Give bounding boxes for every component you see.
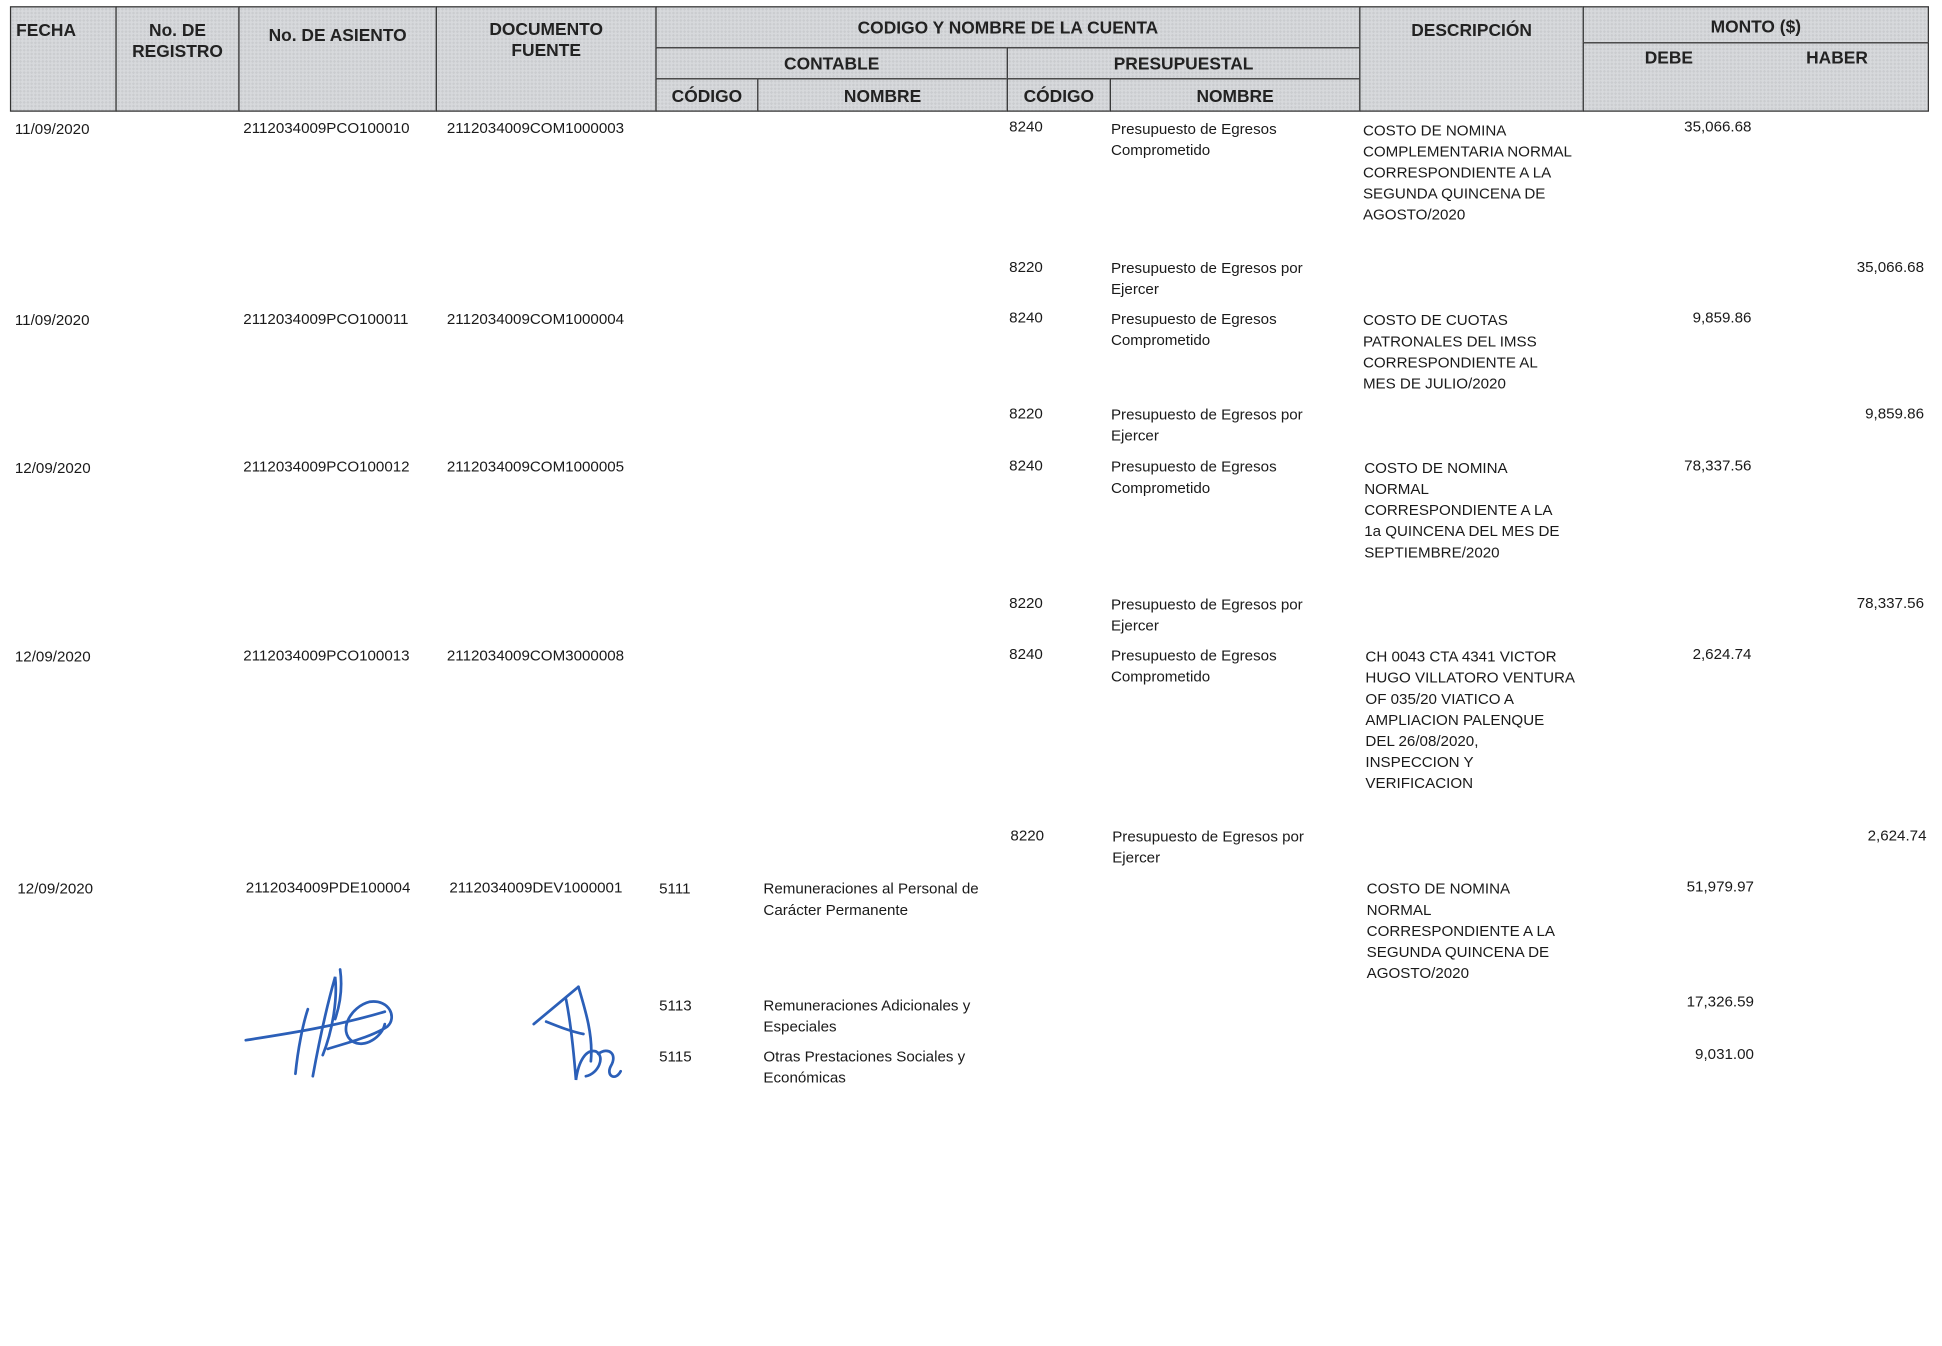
signature-right-icon (521, 974, 658, 1092)
row-contable-codigo: 5115 (659, 1047, 692, 1066)
row-documento: 2112034009COM1000003 (446, 119, 625, 137)
row-descripcion: COSTO DE NOMINA NORMAL CORRESPONDIENTE A LA SEGUNDA QUINCENA DE AGOSTO/2020 (1366, 880, 1555, 982)
header-presupuestal-codigo: CÓDIGO (1007, 78, 1111, 112)
row-debe: 51,979.97 (1686, 877, 1754, 895)
row-presupuestal-codigo: 8220 (1009, 594, 1043, 612)
row-debe: 9,859.86 (1692, 309, 1752, 327)
header-contable-codigo: CÓDIGO (655, 78, 758, 112)
row-presupuestal-nombre: Presupuesto de Egresos Comprometido (1110, 646, 1277, 686)
row-contable-nombre: Remuneraciones al Personal de Carácter Permanente (763, 880, 979, 919)
header-debe: DEBE (1644, 47, 1694, 68)
signature-left-icon (236, 962, 410, 1086)
row-presupuestal-nombre: Presupuesto de Egresos Comprometido (1110, 310, 1277, 349)
row-presupuestal-nombre: Presupuesto de Egresos por Ejercer (1112, 827, 1304, 867)
header-contable-nombre: NOMBRE (757, 78, 1008, 112)
header-no-asiento: No. DE ASIENTO (238, 6, 437, 112)
row-presupuestal-nombre: Presupuesto de Egresos por Ejercer (1110, 405, 1303, 445)
row-debe: 9,031.00 (1695, 1045, 1754, 1063)
row-presupuestal-codigo: 8240 (1009, 645, 1043, 663)
header-no-registro: No. DE REGISTRO (115, 6, 239, 112)
row-presupuestal-nombre: Presupuesto de Egresos por Ejercer (1110, 595, 1303, 635)
row-contable-nombre: Remuneraciones Adicionales y Especiales (763, 996, 971, 1036)
row-descripcion: COSTO DE NOMINA COMPLEMENTARIA NORMAL CORRESPONDIENTE A LA SEGUNDA QUINCENA DE AGOSTO/2020 (1362, 121, 1572, 224)
row-contable-codigo: 5111 (659, 880, 691, 898)
header-haber: HABER (1806, 47, 1868, 68)
row-debe: 17,326.59 (1686, 993, 1754, 1011)
header-presupuestal-nombre: NOMBRE (1110, 78, 1361, 112)
row-contable-nombre: Otras Prestaciones Sociales y Económicas (763, 1047, 966, 1087)
header-contable: CONTABLE (655, 47, 1008, 79)
header-monto-body (1583, 42, 1929, 112)
header-documento-fuente: DOCUMENTO FUENTE (436, 6, 657, 112)
row-asiento: 2112034009PCO100010 (243, 119, 410, 137)
row-haber: 2,624.74 (1867, 826, 1927, 845)
row-presupuestal-codigo: 8240 (1009, 117, 1043, 136)
row-fecha: 12/09/2020 (17, 880, 94, 898)
row-fecha: 11/09/2020 (14, 120, 90, 138)
row-debe: 35,066.68 (1684, 117, 1752, 136)
row-asiento: 2112034009PCO100012 (243, 458, 410, 476)
row-fecha: 12/09/2020 (14, 647, 91, 666)
row-presupuestal-codigo: 8240 (1009, 309, 1043, 327)
row-presupuestal-nombre: Presupuesto de Egresos por Ejercer (1110, 259, 1303, 298)
row-descripcion: COSTO DE CUOTAS PATRONALES DEL IMSS CORRESPONDIENTE AL MES DE JULIO/2020 (1362, 311, 1538, 393)
row-presupuestal-nombre: Presupuesto de Egresos Comprometido (1110, 120, 1277, 159)
row-fecha: 12/09/2020 (14, 459, 91, 477)
header-presupuestal: PRESUPUESTAL (1007, 47, 1361, 79)
row-presupuestal-codigo: 8240 (1009, 456, 1043, 475)
row-documento: 2112034009COM3000008 (446, 646, 625, 665)
row-descripcion: CH 0043 CTA 4341 VICTOR HUGO VILLATORO VENTURA OF 035/20 VIATICO A AMPLIACION PALENQUE DEL 26/08/2020, INSPECCION Y VERIFICACION (1365, 647, 1575, 792)
row-fecha: 11/09/2020 (14, 311, 90, 329)
header-fecha: FECHA (10, 6, 117, 112)
row-documento: 2112034009DEV1000001 (449, 878, 623, 897)
row-descripcion: COSTO DE NOMINA NORMAL CORRESPONDIENTE A LA 1a QUINCENA DEL MES DE SEPTIEMBRE/2020 (1364, 459, 1560, 562)
row-asiento: 2112034009PDE100004 (245, 878, 411, 897)
row-haber: 35,066.68 (1856, 258, 1925, 276)
header-codigo-nombre-cuenta: CODIGO Y NOMBRE DE LA CUENTA (655, 6, 1360, 48)
row-presupuestal-codigo: 8220 (1009, 404, 1043, 423)
row-haber: 9,859.86 (1865, 404, 1925, 423)
row-documento: 2112034009COM1000004 (446, 310, 625, 328)
row-debe: 2,624.74 (1692, 645, 1752, 663)
row-documento: 2112034009COM1000005 (446, 458, 625, 476)
row-contable-codigo: 5113 (659, 996, 692, 1015)
header-monto: MONTO ($) (1583, 6, 1929, 43)
row-presupuestal-nombre: Presupuesto de Egresos Comprometido (1110, 458, 1277, 497)
row-presupuestal-codigo: 8220 (1009, 258, 1043, 276)
row-presupuestal-codigo: 8220 (1010, 826, 1045, 845)
row-asiento: 2112034009PCO100013 (243, 646, 410, 665)
row-haber: 78,337.56 (1856, 594, 1925, 612)
header-descripcion: DESCRIPCIÓN (1359, 6, 1584, 112)
row-asiento: 2112034009PCO100011 (243, 310, 409, 328)
row-debe: 78,337.56 (1684, 456, 1752, 475)
